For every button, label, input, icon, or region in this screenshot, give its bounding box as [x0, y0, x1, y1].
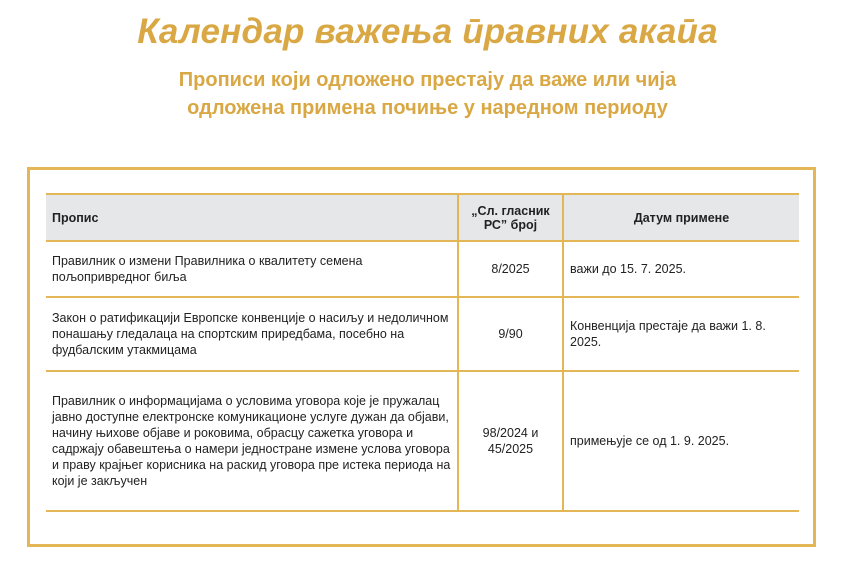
gazette-cell: 98/2024 и 45/2025: [458, 371, 563, 511]
table-row: [46, 371, 799, 511]
table-row: [46, 241, 799, 297]
table-row: [46, 297, 799, 371]
date-cell: примењује се од 1. 9. 2025.: [563, 371, 799, 511]
header-gazette: „Сл. гласник РС” број: [458, 194, 563, 241]
date-cell: важи до 15. 7. 2025.: [563, 241, 799, 297]
table-header-row: [46, 194, 799, 241]
page-subtitle: [0, 66, 855, 122]
subtitle-line-1: Прописи који одложено престају да важе или чија: [178, 69, 677, 91]
header-regulation: Пропис: [46, 194, 458, 241]
subtitle-line-2: одложена примена почиње у наредном периоду: [187, 97, 668, 119]
page-title: Календар важења ӣравних акаӣа: [137, 12, 718, 51]
regulation-cell: Правилник о измени Правилника о квалитету семена пољопривредног биља: [46, 241, 458, 297]
gazette-cell: 8/2025: [458, 241, 563, 297]
regulation-cell: Закон о ратификацији Европске конвенције о насиљу и недоличном понашању гледалаца на спортским приредбама, посебно на фудбалским утакмицама: [46, 297, 458, 371]
regulation-cell: Правилник о информацијама о условима уговора које је пружалац јавно доступне електронске комуникационе услуге дужан да објави, начину њихове објаве и роковима, обрасцу сажетка уговора и садржају обавештења о намери једностране измене услова уговора и праву крајњег корисника на раскид уговора пре истека периода на који је закључен: [46, 371, 458, 511]
regulations-table: [46, 193, 799, 512]
header-date: Датум примене: [563, 194, 799, 241]
gazette-cell: 9/90: [458, 297, 563, 371]
date-cell: Конвенција престаје да важи 1. 8. 2025.: [563, 297, 799, 371]
